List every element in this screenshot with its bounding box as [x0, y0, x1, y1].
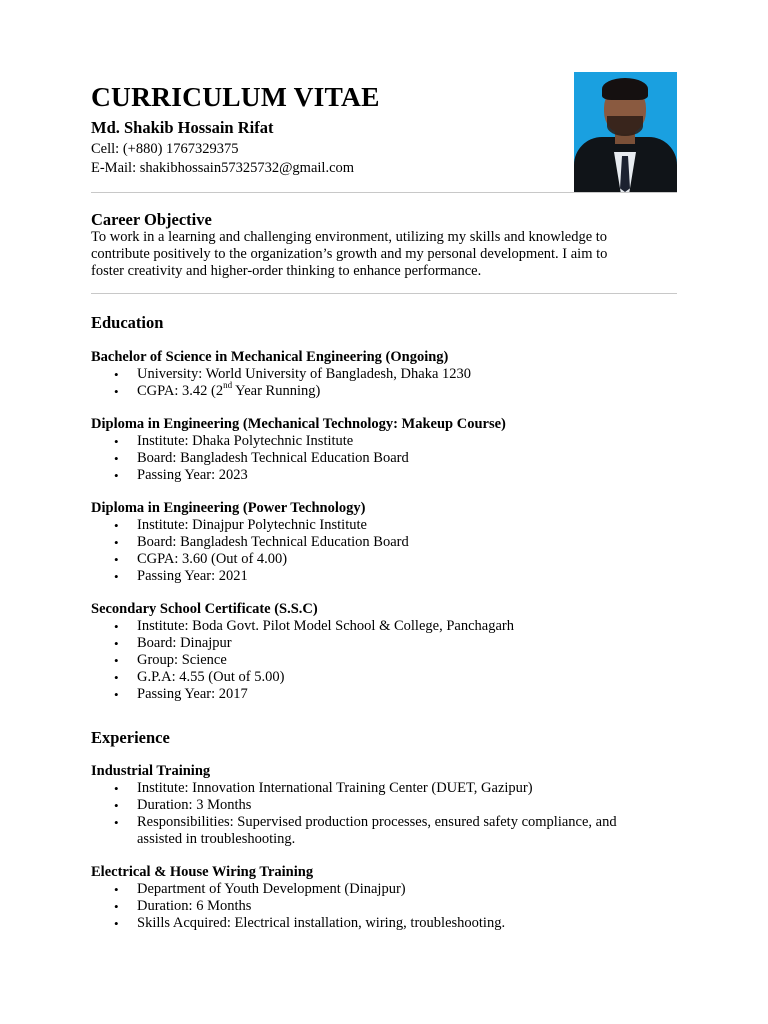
education-diploma-mechanical	[91, 416, 677, 484]
profile-photo	[574, 72, 677, 192]
career-objective-line: contribute positively to the organization’s growth and my personal development. I aim to	[91, 246, 608, 262]
list-item: • Institute: Dinajpur Polytechnic Institute	[91, 517, 677, 534]
list-item: • Institute: Boda Govt. Pilot Model School & College, Panchagarh	[91, 618, 677, 635]
list-item: • Institute: Dhaka Polytechnic Institute	[91, 433, 677, 450]
list-item: • Skills Acquired: Electrical installation, wiring, troubleshooting.	[91, 915, 677, 932]
list-item: • G.P.A: 4.55 (Out of 5.00)	[91, 669, 677, 686]
education-diploma-power	[91, 500, 677, 585]
experience-heading: Experience	[91, 728, 170, 747]
email-address: E-Mail: shakibhossain57325732@gmail.com	[91, 160, 355, 176]
list-item: • CGPA: 3.60 (Out of 4.00)	[91, 551, 677, 568]
cell-number: Cell: (+880) 1767329375	[91, 141, 239, 157]
education-bsc	[91, 349, 677, 400]
education-ssc	[91, 601, 677, 703]
document-title: CURRICULUM VITAE	[91, 81, 380, 112]
list-item: • Group: Science	[91, 652, 677, 669]
list-item: • Board: Bangladesh Technical Education Board	[91, 534, 677, 551]
list-item: • University: World University of Bangladesh, Dhaka 1230	[91, 366, 677, 383]
list-item: • Department of Youth Development (Dinajpur)	[91, 881, 677, 898]
training-title: Electrical & House Wiring Training	[91, 864, 314, 880]
list-item: • Duration: 6 Months	[91, 898, 677, 915]
career-objective-line: foster creativity and higher-order thinking to enhance performance.	[91, 263, 482, 279]
career-objective-text	[91, 229, 677, 280]
list-item: • Institute: Innovation International Training Center (DUET, Gazipur)	[91, 780, 677, 797]
list-item: • Passing Year: 2023	[91, 467, 677, 484]
list-item: • Board: Dinajpur	[91, 635, 677, 652]
career-objective-heading: Career Objective	[91, 210, 212, 229]
list-item: • Responsibilities: Supervised production processes, ensured safety compliance, and assisted in troubleshooting.	[91, 814, 657, 848]
experience-industrial	[91, 763, 677, 848]
list-item: • Board: Bangladesh Technical Education Board	[91, 450, 677, 467]
degree-title: Diploma in Engineering (Mechanical Technology: Makeup Course)	[91, 416, 506, 432]
list-item: • Duration: 3 Months	[91, 797, 677, 814]
list-item: • CGPA: 3.42 (2nd Year Running)	[91, 383, 677, 400]
degree-title: Bachelor of Science in Mechanical Engineering (Ongoing)	[91, 349, 449, 365]
degree-title: Secondary School Certificate (S.S.C)	[91, 601, 318, 617]
divider	[91, 293, 677, 294]
career-objective-line: To work in a learning and challenging environment, utilizing my skills and knowledge to	[91, 229, 608, 245]
cv-page	[91, 0, 677, 1024]
education-heading: Education	[91, 313, 164, 332]
candidate-name: Md. Shakib Hossain Rifat	[91, 118, 274, 137]
list-item: • Passing Year: 2017	[91, 686, 677, 703]
degree-title: Diploma in Engineering (Power Technology)	[91, 500, 366, 516]
divider	[91, 192, 677, 193]
experience-electrical	[91, 864, 677, 932]
list-item: • Passing Year: 2021	[91, 568, 677, 585]
training-title: Industrial Training	[91, 763, 211, 779]
